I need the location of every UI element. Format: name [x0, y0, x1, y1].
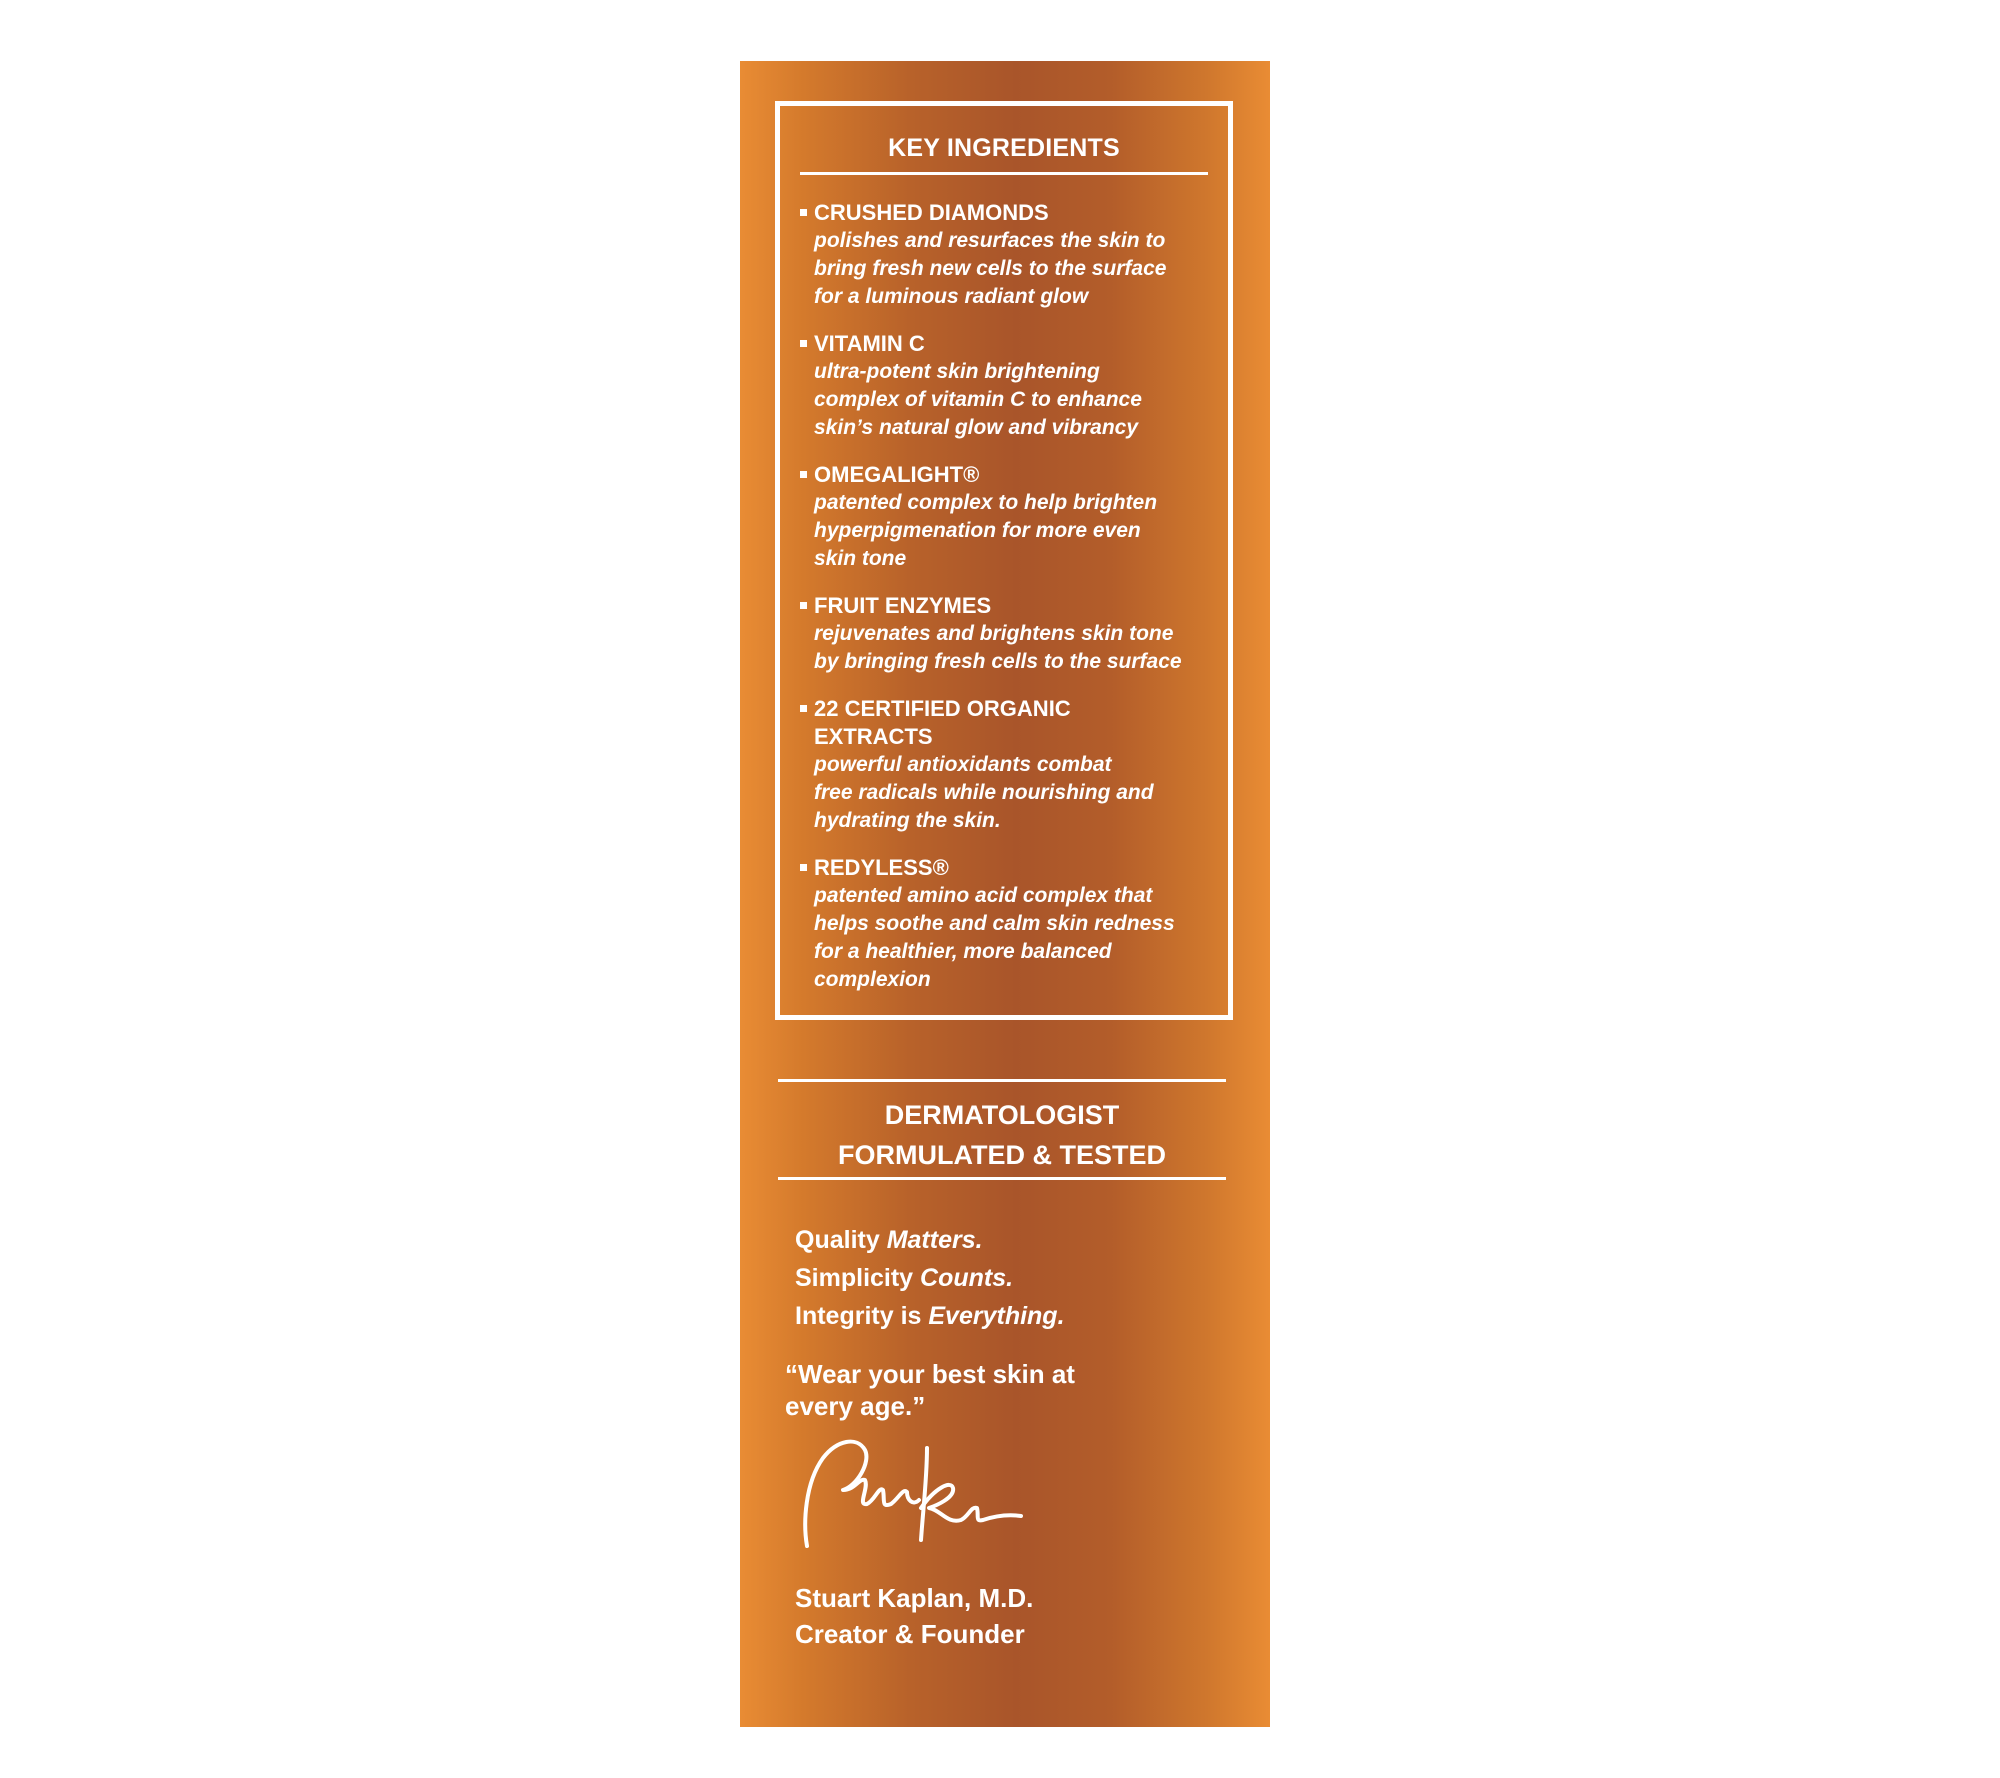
- founder-credit: [795, 1580, 1033, 1652]
- motto-line: Quality Matters.: [795, 1226, 983, 1254]
- motto-line: Integrity is Everything.: [795, 1302, 1065, 1330]
- ingredient-description: patented complex to help brighten hyperpigmenation for more even skin tone: [814, 491, 1158, 570]
- dermatologist-bottom-rule: [778, 1177, 1226, 1180]
- motto-line: Simplicity Counts.: [795, 1264, 1014, 1292]
- dermatologist-top-rule: [778, 1079, 1226, 1082]
- product-box-panel: [740, 61, 1270, 1727]
- ingredient-item: [800, 695, 1220, 835]
- ingredient-name: 22 CERTIFIED ORGANIC EXTRACTS: [814, 696, 1071, 749]
- square-bullet-icon: [800, 209, 807, 216]
- founder-quote: “Wear your best skin at every age.”: [785, 1359, 1075, 1421]
- square-bullet-icon: [800, 705, 807, 712]
- ingredient-item: [800, 199, 1220, 311]
- square-bullet-icon: [800, 471, 807, 478]
- title-divider: [800, 172, 1208, 175]
- founder-role: Creator & Founder: [795, 1619, 1025, 1649]
- founder-name: Stuart Kaplan, M.D.: [795, 1583, 1034, 1613]
- ingredient-name: FRUIT ENZYMES: [814, 593, 992, 618]
- founder-signature: [795, 1428, 1035, 1563]
- square-bullet-icon: [800, 602, 807, 609]
- square-bullet-icon: [800, 864, 807, 871]
- ingredient-name: VITAMIN C: [814, 331, 925, 356]
- ingredient-list: [800, 199, 1220, 1013]
- square-bullet-icon: [800, 340, 807, 347]
- ingredient-description: polishes and resurfaces the skin to bring fresh new cells to the surface for a luminous radiant glow: [814, 229, 1167, 308]
- ingredient-description: powerful antioxidants combat free radicals while nourishing and hydrating the skin.: [814, 753, 1154, 832]
- key-ingredients-box: [775, 101, 1233, 1020]
- ingredient-name: CRUSHED DIAMONDS: [814, 200, 1049, 225]
- ingredient-description: patented amino acid complex that helps soothe and calm skin redness for a healthier, more balanced complexion: [814, 884, 1175, 991]
- ingredient-description: rejuvenates and brightens skin tone by bringing fresh cells to the surface: [814, 622, 1182, 673]
- ingredient-name: REDYLESS®: [814, 855, 949, 880]
- dermatologist-tested-heading: DERMATOLOGIST FORMULATED & TESTED: [838, 1100, 1166, 1170]
- ingredient-description: ultra-potent skin brightening complex of vitamin C to enhance skin’s natural glow and vibrancy: [814, 360, 1142, 439]
- ingredient-item: [800, 461, 1220, 573]
- ingredient-item: [800, 592, 1220, 676]
- ingredient-item: [800, 854, 1220, 994]
- ingredient-name: OMEGALIGHT®: [814, 462, 980, 487]
- key-ingredients-title: KEY INGREDIENTS: [888, 134, 1120, 162]
- ingredient-item: [800, 330, 1220, 442]
- brand-motto: [795, 1221, 1065, 1335]
